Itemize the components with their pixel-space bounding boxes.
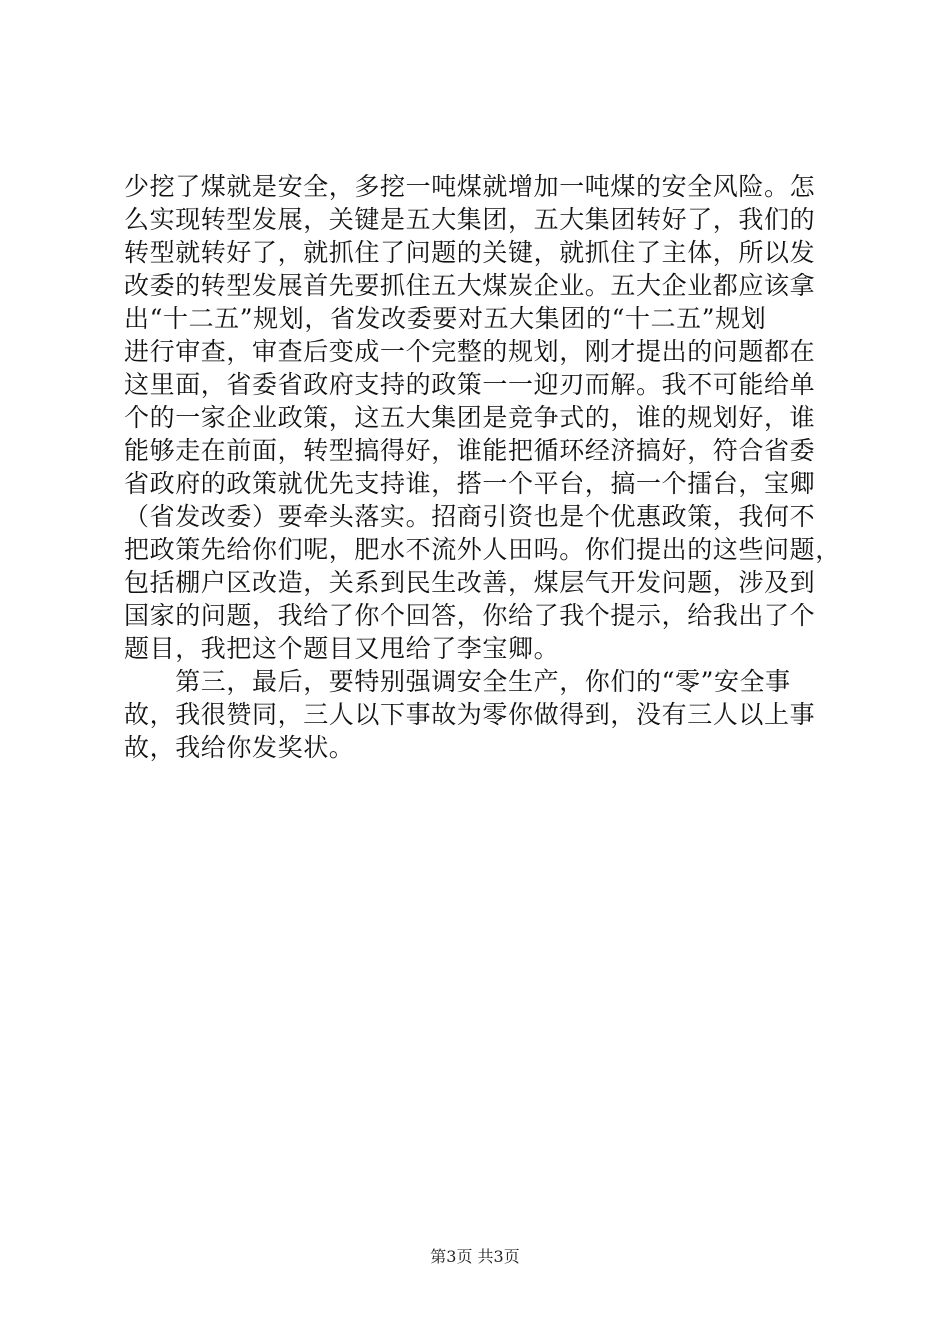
text-line: 个的一家企业政策，这五大集团是竞争式的，谁的规划好，谁 (124, 403, 816, 432)
text-line: 第三，最后，要特别强调安全生产，你们的“零”安全事 (124, 667, 791, 696)
page-number: 第3页 共3页 (430, 1247, 520, 1266)
text-line: 能够走在前面，转型搞得好，谁能把循环经济搞好，符合省委 (124, 436, 816, 465)
text-line: 省政府的政策就优先支持谁，搭一个平台，搞一个擂台，宝卿 (124, 469, 816, 498)
text-line: 包括棚户区改造，关系到民生改善，煤层气开发问题，涉及到 (124, 568, 816, 597)
text-line: 出“十二五”规划，省发改委要对五大集团的“十二五”规划 (124, 304, 767, 333)
text-line: 转型就转好了，就抓住了问题的关键，就抓住了主体，所以发 (124, 238, 816, 267)
text-line: 国家的问题，我给了你个回答，你给了我个提示，给我出了个 (124, 601, 816, 630)
text-line: 么实现转型发展，关键是五大集团，五大集团转好了，我们的 (124, 205, 816, 234)
body-text (124, 170, 844, 764)
text-line: 把政策先给你们呢，肥水不流外人田吗。你们提出的这些问题， (124, 535, 841, 564)
text-line: 故，我给你发奖状。 (124, 733, 355, 762)
text-line: 少挖了煤就是安全，多挖一吨煤就增加一吨煤的安全风险。怎 (124, 172, 816, 201)
text-line: 进行审查，审查后变成一个完整的规划，刚才提出的问题都在 (124, 337, 816, 366)
text-line: 改委的转型发展首先要抓住五大煤炭企业。五大企业都应该拿 (124, 271, 816, 300)
text-line: 这里面，省委省政府支持的政策一一迎刃而解。我不可能给单 (124, 370, 816, 399)
text-line: 故，我很赞同，三人以下事故为零你做得到，没有三人以上事 (124, 700, 816, 729)
text-line: 题目，我把这个题目又甩给了李宝卿。 (124, 634, 560, 663)
text-line: （省发改委）要牵头落实。招商引资也是个优惠政策，我何不 (124, 502, 816, 531)
